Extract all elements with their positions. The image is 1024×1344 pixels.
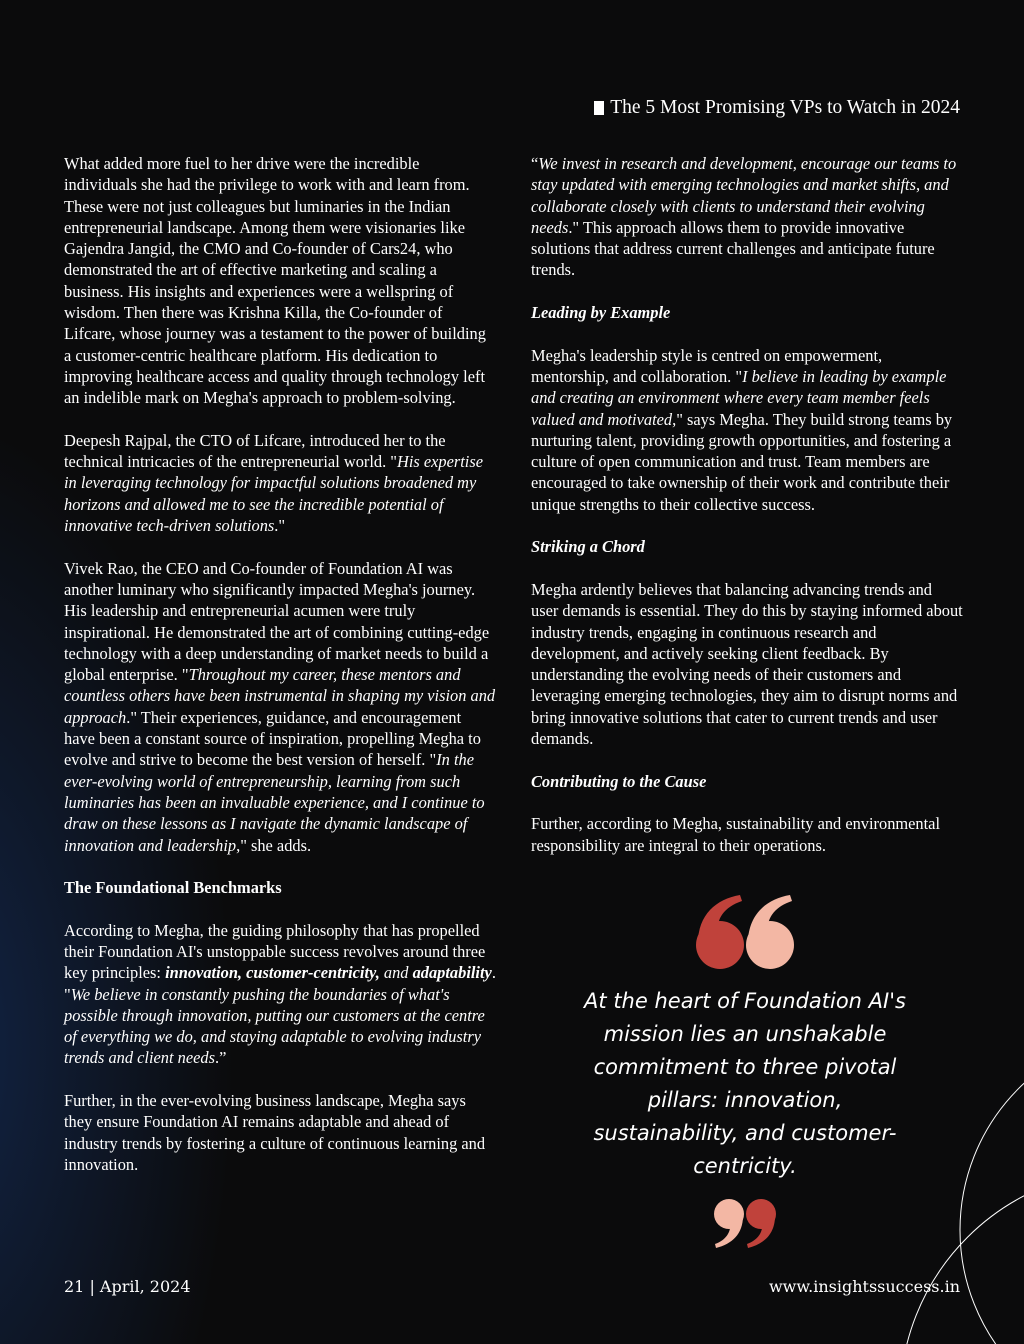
paragraph: Megha's leadership style is centred on empowerment, mentorship, and collaboration. "I believe in leading by example and creating an environment where every team member feels valued and motivated," says Megha. They build strong teams by nurturing talent, providing growth opportunities, and fostering a culture of open communication and trust. Team members are encouraged to take ownership of their work and contribute their unique strengths to their collective success.: [531, 345, 953, 514]
paragraph: “We invest in research and development, encourage our teams to stay updated with emerging technologies and market shifts, and collaborate closely with clients to understand their evolving needs." This approach allows them to provide innovative solutions that address current challenges and anticipate future trends.: [531, 154, 957, 280]
paragraph: According to Megha, the guiding philosophy that has propelled their Foundation AI's unstoppable success revolves around three key principles: innovation, customer-centricity, and adaptability. "We believe in constantly pushing the boundaries of what's possible through innovation, putting our customers at the centre of everything we do, and staying adaptable to evolving industry trends and client needs.”: [64, 920, 496, 1068]
pull-quote-text: At the heart of Foundation AI's mission lies an unshakable commitment to three pivotal pillars: innovation, sustainability, and customer-centricity.: [584, 989, 906, 1178]
section-heading: Leading by Example: [531, 303, 671, 323]
running-header: [594, 97, 960, 119]
paragraph: Further, according to Megha, sustainability and environmental responsibility are integral to their operations.: [531, 814, 941, 855]
right-column: [531, 153, 963, 877]
website-link[interactable]: www.insightssuccess.in: [768, 1277, 960, 1296]
left-column: [64, 153, 496, 1197]
paragraph: Further, in the ever-evolving business landscape, Megha says they ensure Foundation AI remains adaptable and ahead of industry trends by fostering a culture of continuous learning and innovation.: [64, 1091, 486, 1174]
paragraph: What added more fuel to her drive were the incredible individuals she had the privilege to work with and learn from. These were not just colleagues but luminaries in the Indian entrepreneurial landscape. Among them were visionaries like Gajendra Jangid, the CMO and Co-founder of Cars24, who demonstrated the art of effective marketing and scaling a business. His insights and experiences were a wellspring of wisdom. Then there was Krishna Killa, the Co-founder of Lifcare, whose journey was a testament to the power of building a customer-centric healthcare platform. His dedication to improving healthcare access and quality through technology left an indelible mark on Megha's approach to problem-solving.: [64, 154, 486, 408]
header-title: The 5 Most Promising VPs to Watch in 2024: [610, 97, 960, 118]
paragraph: Deepesh Rajpal, the CTO of Lifcare, introduced her to the technical intricacies of the entrepreneurial world. "His expertise in leveraging technology for impactful solutions broadened my horizons and allowed me to see the incredible potential of innovative tech-driven solutions.": [64, 430, 484, 536]
page-number: 21 | April, 2024: [64, 1277, 191, 1296]
square-bullet-icon: [594, 101, 604, 115]
paragraph: Megha ardently believes that balancing advancing trends and user demands is essential. They do this by staying informed about industry trends, engaging in continuous research and development, and actively seeking client feedback. By understanding the evolving needs of their customers and leveraging emerging technologies, they aim to disrupt norms and bring innovative solutions that cater to current trends and user demands.: [531, 579, 963, 749]
section-heading: The Foundational Benchmarks: [64, 878, 282, 898]
close-quote-icon: [712, 1198, 780, 1250]
open-quote-icon: [694, 893, 798, 973]
section-heading: Striking a Chord: [531, 537, 645, 557]
paragraph: Vivek Rao, the CEO and Co-founder of Foundation AI was another luminary who significantly impacted Megha's journey. His leadership and entrepreneurial acumen were truly inspirational. He demonstrated the art of combining cutting-edge technology with a deep understanding of market needs to build a global enterprise. "Throughout my career, these mentors and countless others have been instrumental in shaping my vision and approach." Their experiences, guidance, and encouragement have been a constant source of inspiration, propelling Megha to evolve and strive to become the best version of herself. "In the ever-evolving world of entrepreneurship, learning from such luminaries has been an invaluable experience, and I continue to draw on these lessons as I navigate the dynamic landscape of innovation and leadership," she adds.: [64, 558, 496, 855]
section-heading: Contributing to the Cause: [531, 771, 707, 791]
